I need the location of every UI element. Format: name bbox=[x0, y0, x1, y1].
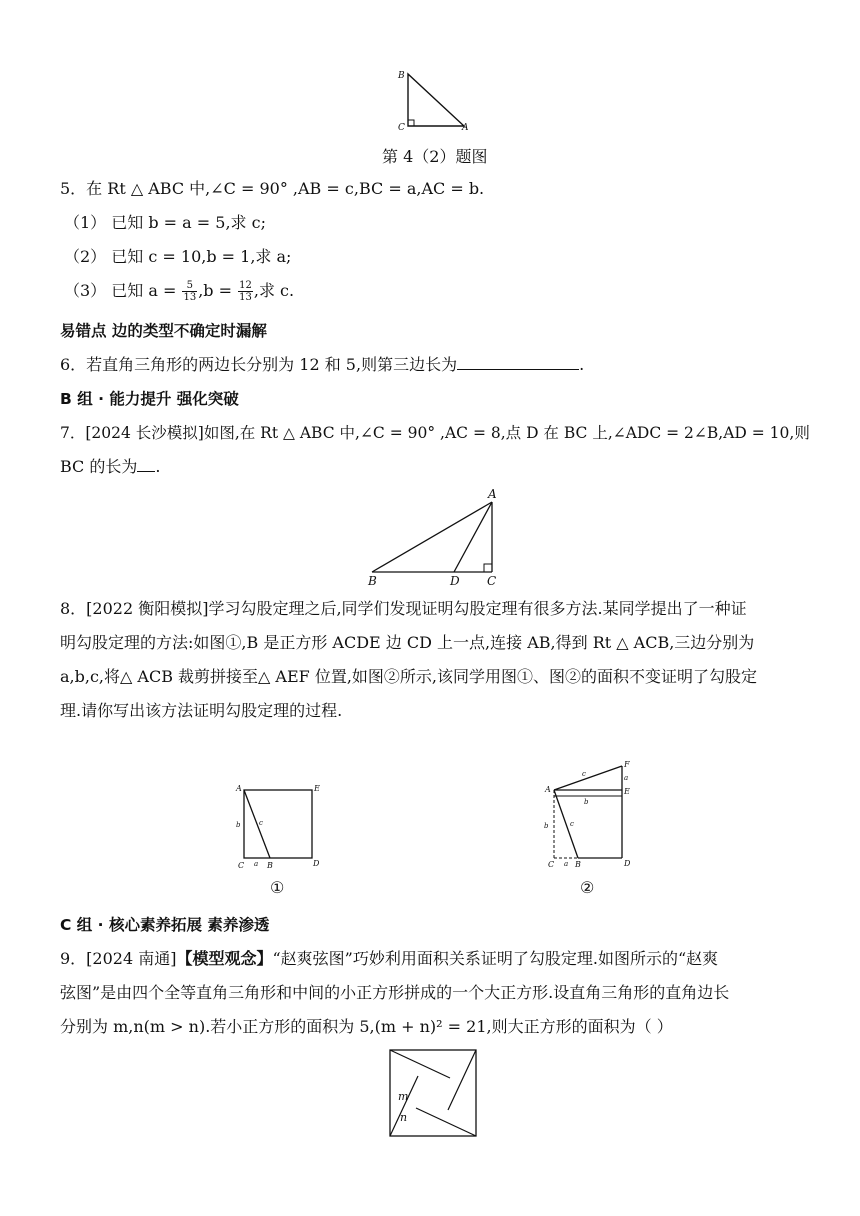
label-c: C bbox=[238, 861, 245, 870]
figure-q7 bbox=[362, 484, 512, 588]
triangle-edge-3 bbox=[416, 1108, 476, 1136]
q8-line-2: 明勾股定理的方法:如图①,B 是正方形 ACDE 边 CD 上一点,连接 AB,得到 Rt △ ACB,三边分别为 bbox=[60, 633, 755, 652]
label-c: C bbox=[548, 860, 555, 869]
label-m: m bbox=[398, 1090, 409, 1103]
figure-caption-q4: 第 4（2）题图 bbox=[382, 147, 488, 166]
figure-q8-2 bbox=[540, 756, 640, 872]
q6-stem: 6．若直角三角形的两边长分别为 12 和 5,则第三边长为 bbox=[60, 355, 458, 374]
q6-end: . bbox=[579, 355, 585, 374]
label-side-b: b bbox=[236, 821, 241, 829]
q9-tag: 【模型观念】 bbox=[176, 949, 273, 968]
q7-line-2 bbox=[60, 456, 160, 478]
q5-part-1: （1） 已知 b = a = 5,求 c; bbox=[64, 213, 266, 232]
segment-ab bbox=[372, 502, 492, 572]
label-a: A bbox=[236, 784, 242, 793]
label-c: C bbox=[398, 123, 405, 133]
label-d: D bbox=[450, 574, 460, 588]
label-side-b-top: b bbox=[584, 798, 589, 806]
segment-ab bbox=[554, 790, 578, 858]
figure-q8-1 bbox=[228, 778, 328, 870]
q9-line-3: 分别为 m,n(m > n).若小正方形的面积为 5,(m + n)² = 21,则大正方形的面积为（ ） bbox=[60, 1017, 673, 1036]
q5-part-2: （2） 已知 c = 10,b = 1,求 a; bbox=[64, 247, 292, 266]
label-d: D bbox=[313, 859, 320, 868]
q5-p3-suffix: ,求 c. bbox=[253, 281, 295, 300]
q8-line-1: 8．[2022 衡阳模拟]学习勾股定理之后,同学们发现证明勾股定理有很多方法.某同学提出了一种证 bbox=[60, 599, 747, 618]
q7-line-2-end: . bbox=[155, 457, 161, 476]
label-side-c-top: c bbox=[582, 770, 586, 778]
triangle-edge-4 bbox=[390, 1076, 418, 1136]
q6-answer-blank bbox=[457, 355, 579, 370]
label-d: D bbox=[624, 859, 631, 868]
q7-line-1: 7．[2024 长沙模拟]如图,在 Rt △ ABC 中,∠C = 90° ,AC = 8,点 D 在 BC 上,∠ADC = 2∠B,AD = 10,则 bbox=[60, 424, 810, 442]
figure-q4-2 bbox=[392, 66, 472, 136]
q5-p3-mid: ,b = bbox=[198, 281, 233, 300]
label-side-c: c bbox=[259, 819, 263, 827]
q9-source: 9．[2024 南通] bbox=[60, 949, 177, 968]
label-b: B bbox=[575, 860, 581, 869]
group-b-heading: B 组 · 能力提升 强化突破 bbox=[60, 390, 239, 408]
figure-zhaoshuang-diagram bbox=[386, 1046, 480, 1140]
square-acde bbox=[244, 790, 312, 858]
label-side-a: a bbox=[624, 774, 629, 782]
group-c-heading: C 组 · 核心素养拓展 素养渗透 bbox=[60, 916, 270, 934]
frac-a-den: 13 bbox=[183, 292, 197, 303]
q6-text bbox=[60, 354, 584, 376]
q7-answer-blank bbox=[137, 457, 155, 472]
triangle-abc bbox=[408, 74, 464, 126]
label-side-c: c bbox=[570, 820, 574, 828]
q8-line-3: a,b,c,将△ ACB 裁剪拼接至△ AEF 位置,如图②所示,该同学用图①、图②的面积不变证明了勾股定 bbox=[60, 667, 758, 686]
right-angle-mark bbox=[484, 564, 492, 572]
q5-stem: 5．在 Rt △ ABC 中,∠C = 90° ,AB = c,BC = a,AC = b. bbox=[60, 179, 485, 198]
label-e: E bbox=[314, 784, 320, 793]
label-a: A bbox=[488, 487, 497, 501]
q9-line-1 bbox=[60, 948, 718, 970]
figure-caption-1: ① bbox=[270, 878, 285, 897]
frac-b-num: 12 bbox=[239, 280, 252, 291]
q8-line-4: 理.请你写出该方法证明勾股定理的过程. bbox=[60, 701, 343, 720]
figure-caption-2: ② bbox=[580, 878, 595, 897]
triangle-edge-2 bbox=[448, 1050, 476, 1110]
label-side-a-bottom: a bbox=[564, 860, 569, 868]
fraction-a bbox=[182, 280, 197, 303]
label-b: B bbox=[398, 71, 405, 81]
q5-part-3 bbox=[64, 280, 294, 303]
label-side-a: a bbox=[254, 860, 259, 868]
error-point-heading: 易错点 边的类型不确定时漏解 bbox=[60, 322, 267, 340]
label-n: n bbox=[400, 1111, 408, 1124]
q7-line-2-text: BC 的长为 bbox=[60, 457, 138, 476]
q9-line-2: 弦图”是由四个全等直角三角形和中间的小正方形拼成的一个大正方形.设直角三角形的直角边长 bbox=[60, 983, 730, 1002]
label-b: B bbox=[267, 861, 273, 870]
label-a: A bbox=[462, 123, 469, 133]
label-e: E bbox=[624, 787, 630, 796]
frac-a-num: 5 bbox=[182, 280, 197, 292]
segment-af bbox=[554, 766, 622, 790]
right-angle-mark bbox=[408, 120, 414, 126]
triangle-edge-1 bbox=[390, 1050, 450, 1078]
label-b: B bbox=[368, 574, 377, 588]
label-a: A bbox=[545, 785, 551, 794]
label-c: C bbox=[487, 574, 497, 588]
label-side-b: b bbox=[544, 822, 549, 830]
inner-tilted-square bbox=[406, 1066, 460, 1120]
frac-b-den: 13 bbox=[239, 292, 252, 303]
fraction-b bbox=[238, 280, 253, 303]
segment-ab bbox=[244, 790, 270, 858]
label-f: F bbox=[624, 760, 630, 769]
q9-line-1-rest: “赵爽弦图”巧妙利用面积关系证明了勾股定理.如图所示的“赵爽 bbox=[272, 949, 719, 968]
q5-p3-prefix: （3） 已知 a = bbox=[64, 281, 177, 300]
